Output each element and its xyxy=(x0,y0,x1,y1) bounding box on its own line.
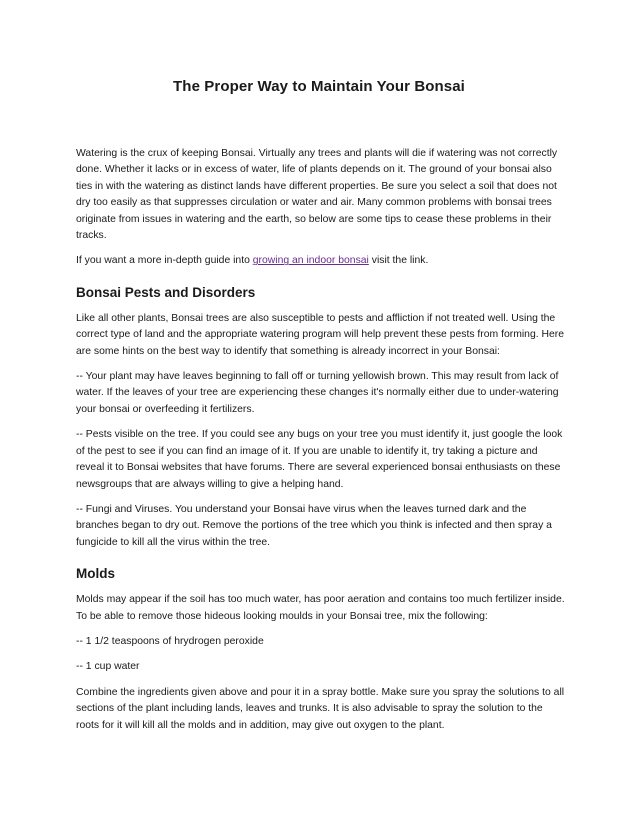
molds-paragraph: -- 1 cup water xyxy=(76,661,140,673)
molds-paragraph: Combine the ingredients given above and pour it in a spray bottle. Make sure you spray the solutions to all sections of the plant including lands, leaves and trunks. It is also advisable to spray the solution to the roots for it will kill all the molds and in addition, may give out oxygen to the plant. xyxy=(76,686,565,731)
pests-paragraph: -- Fungi and Viruses. You understand your Bonsai have virus when the leaves turned dark and the branches began to dry out. Remove the portions of the tree which you think is infected and then spray a fungicide to kill all the virus within the tree. xyxy=(76,503,552,548)
document-body xyxy=(76,146,566,743)
pests-paragraph: -- Pests visible on the tree. If you could see any bugs on your tree you must identify it, just google the look of the pest to see if you can find an image of it. If you are unable to identify it, try taking a picture and reveal it to Bonsai websites that have forums. There are several experienced bonsai enthusiasts on these newsgroups that are always willing to give a helping hand. xyxy=(76,429,563,490)
molds-paragraph: Molds may appear if the soil has too much water, has poor aeration and contains too much fertilizer inside. To be able to remove those hideous looking moulds in your Bonsai tree, mix the following: xyxy=(76,594,565,622)
intro-paragraph: Watering is the crux of keeping Bonsai. Virtually any trees and plants will die if watering was not correctly done. Whether it lacks or in excess of water, life of plants depends on it. The ground of your bonsai also ties in with the watering as distinct lands have different properties. Be sure you select a soil that does not dry too easily as that suppresses circulation or water and air. Many common problems with bonsai trees originate from issues in watering and the earth, so below are some tips to cease these problems in their tracks. xyxy=(76,148,558,242)
indoor-bonsai-link[interactable]: growing an indoor bonsai xyxy=(252,255,369,267)
molds-paragraph: -- 1 1/2 teaspoons of hrydrogen peroxide xyxy=(76,635,264,647)
guide-link-paragraph xyxy=(76,253,566,269)
guide-text-before: If you want a more in-depth guide into xyxy=(76,255,253,267)
pests-paragraph: -- Your plant may have leaves beginning to fall off or turning yellowish brown. This may result from lack of water. If the leaves of your tree are experiencing these changes it's normally either due to under-watering your bonsai or overfeeding it fertilizers. xyxy=(76,371,559,415)
guide-text-after: visit the link. xyxy=(368,255,429,267)
pests-paragraph: Like all other plants, Bonsai trees are also susceptible to pests and affliction if not treated well. Using the correct type of land and the appropriate watering program will help prevent these pests from forming. Here are some hints on the best way to identify that something is already incorrect in your Bonsai: xyxy=(76,312,565,357)
pests-heading: Bonsai Pests and Disorders xyxy=(76,284,256,300)
document-title: The Proper Way to Maintain Your Bonsai xyxy=(173,78,465,95)
molds-heading: Molds xyxy=(76,566,115,582)
